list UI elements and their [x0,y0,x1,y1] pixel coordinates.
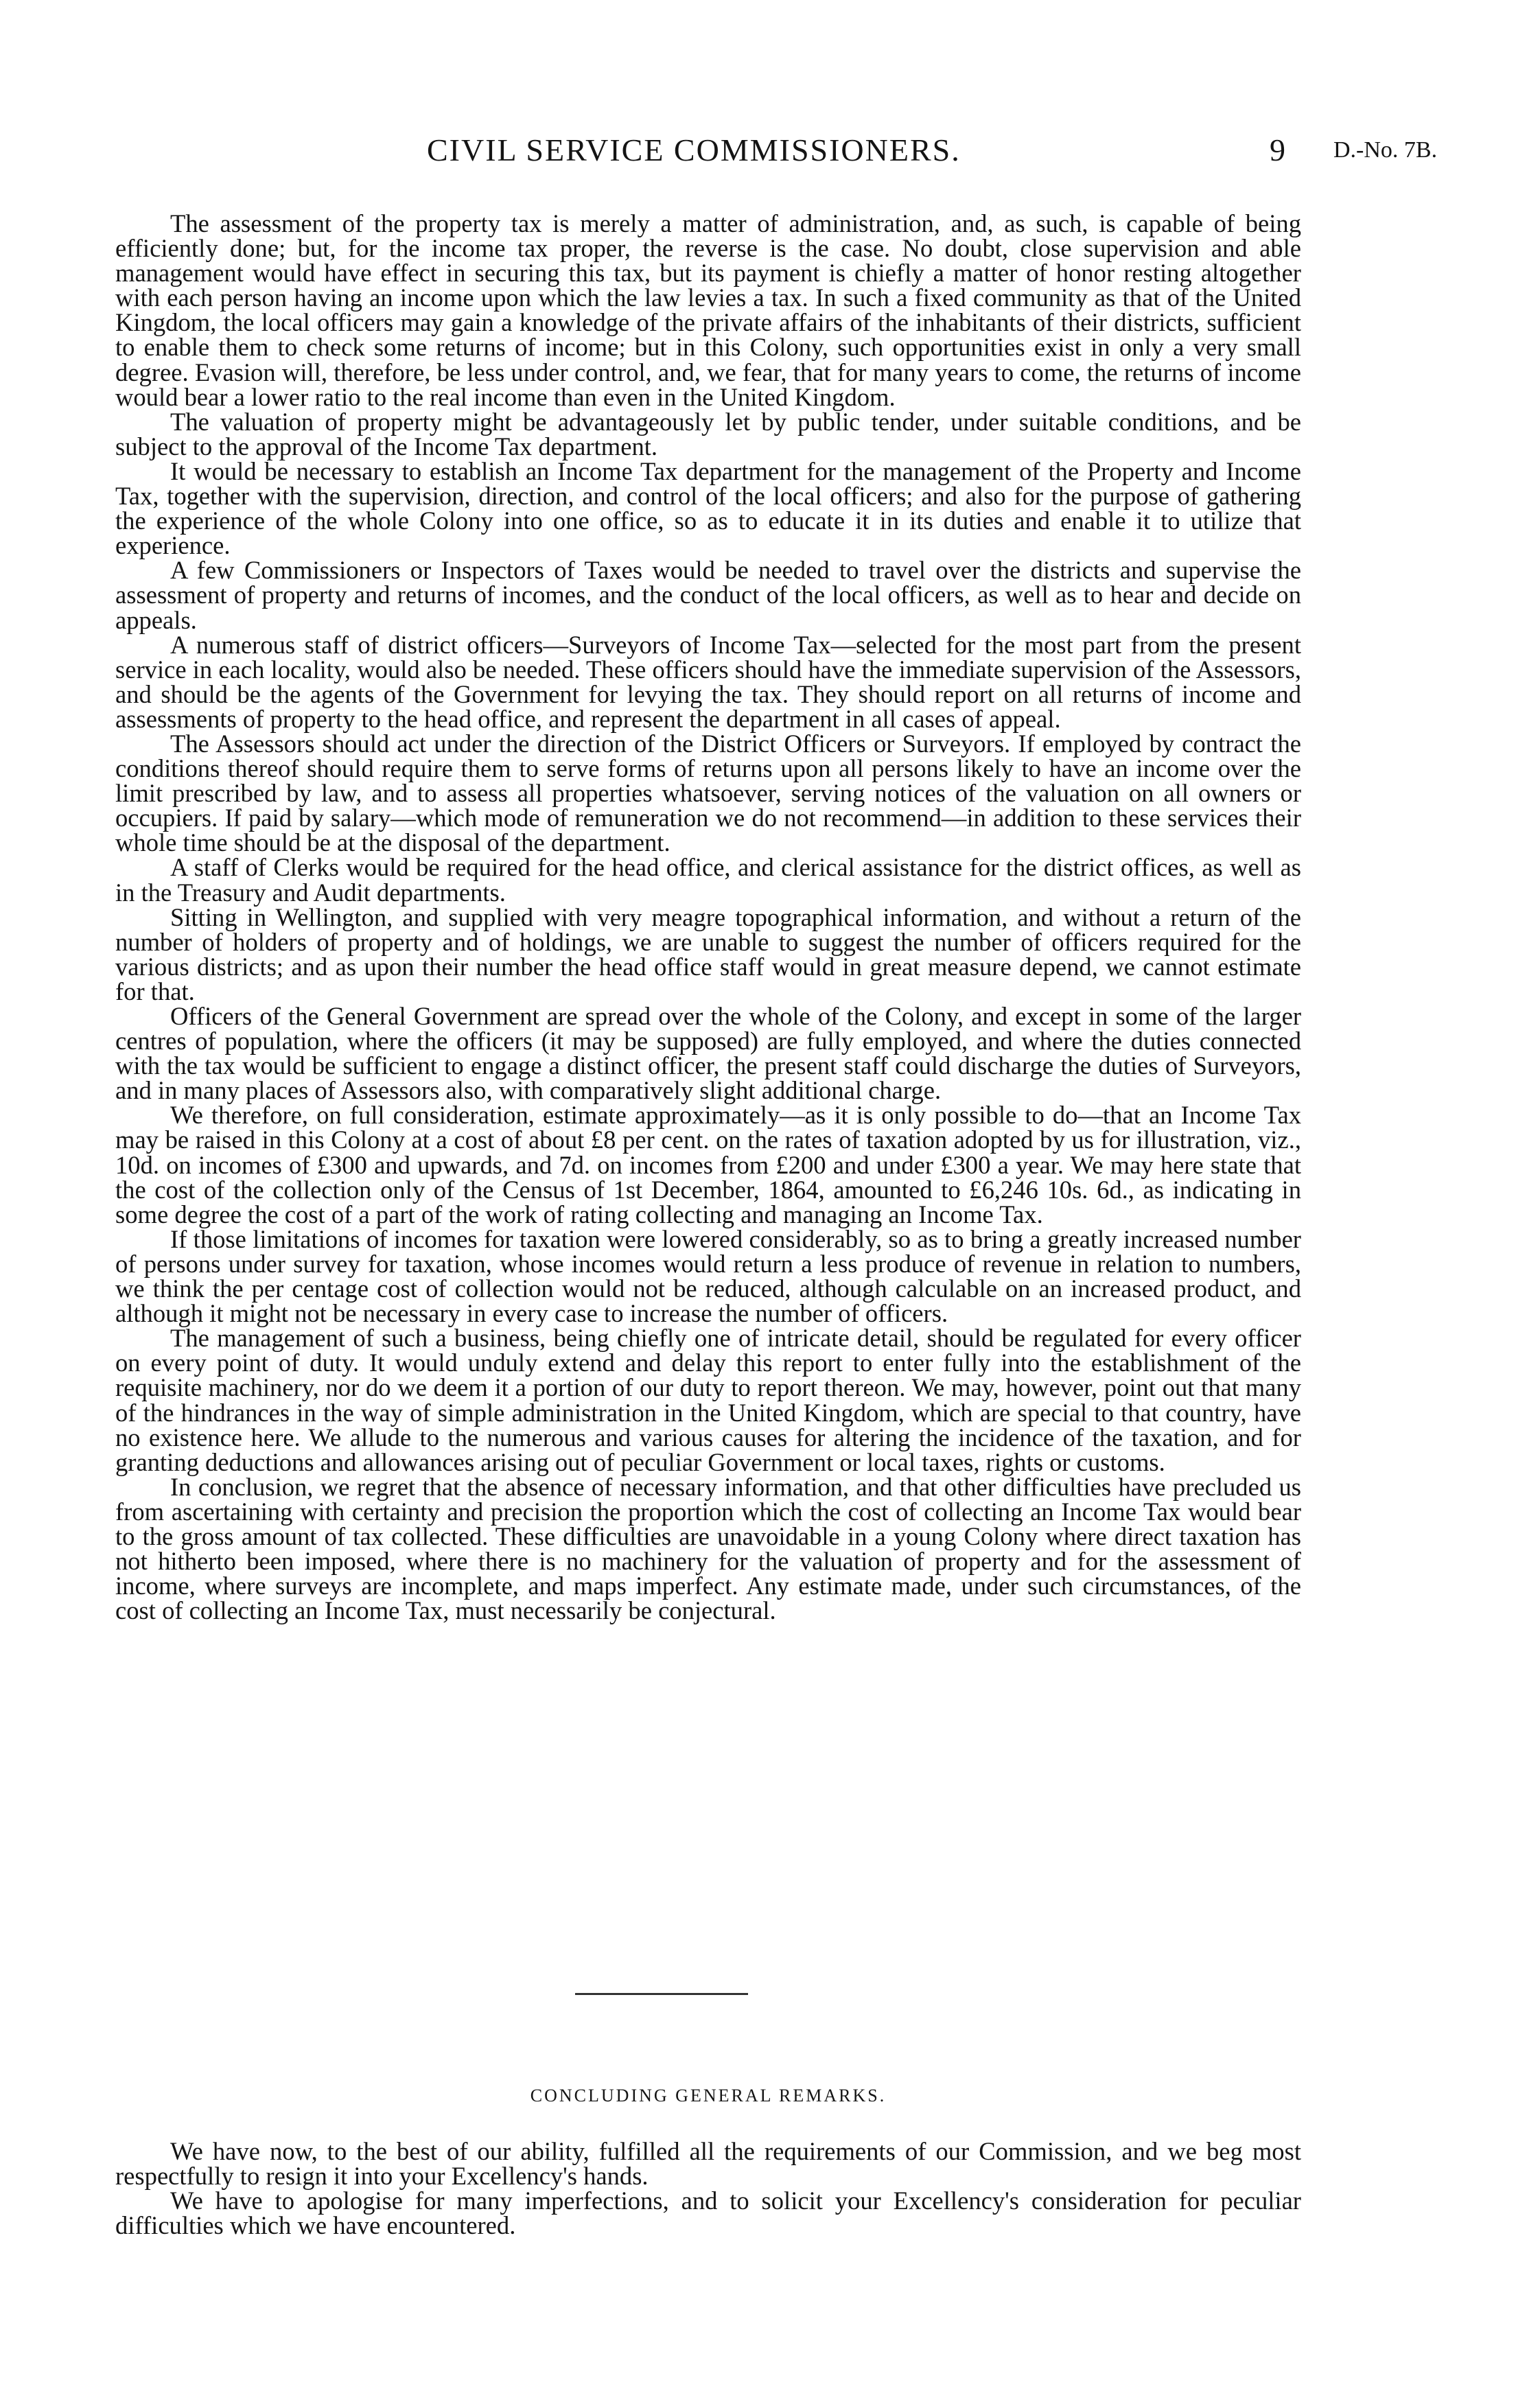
paragraph: If those limitations of incomes for taxation were lowered considerably, so as to bring a greatly increased number of persons under survey for taxation, whose incomes would return a less produce of revenue in relation to numbers, we think the per centage cost of collection would not be reduced, although calculable on an increased product, and although it might not be necessary in every case to increase the number of officers. [115,1224,1301,1328]
paragraph: The Assessors should act under the direction of the District Officers or Surveyors. If employed by contract the conditions thereof should require them to serve forms of returns upon all persons likely to have an income over the limit prescribed by law, and to assess all properties whatsoever, serving notices of the valuation on all owners or occupiers. If paid by salary—which mode of remuneration we do not recommend—in addition to these services their whole time should be at the disposal of the department. [115,729,1301,857]
paragraph: A staff of Clerks would be required for the head office, and clerical assistance for the district offices, as well as in the Treasury and Audit departments. [115,853,1301,907]
body-text [115,211,1301,1623]
paragraph: The assessment of the property tax is merely a matter of administration, and, as such, is capable of being efficiently done; but, for the income tax proper, the reverse is the case. No doubt, close supervision and able management would have effect in securing this tax, but its payment is chiefly a matter of honor resting altogether with each person having an income upon which the law levies a tax. In such a fixed community as that of the United Kingdom, the local officers may gain a knowledge of the private affairs of the inhabitants of their districts, sufficient to enable them to check some returns of income; but in this Colony, such opportunities exist in only a very small degree. Evasion will, therefore, be less under control, and, we fear, that for many years to come, the returns of income would bear a lower ratio to the real income than even in the United Kingdom. [115,209,1301,411]
paragraph: The valuation of property might be advantageously let by public tender, under suitable conditions, and be subject to the approval of the Income Tax department. [115,407,1301,460]
section-divider [575,1993,748,1995]
section-heading: CONCLUDING GENERAL REMARKS. [530,2086,887,2106]
paragraph: The management of such a business, being chiefly one of intricate detail, should be regulated for every officer on every point of duty. It would unduly extend and delay this report to enter fully into the establishment of the requisite machinery, nor do we deem it a portion of our duty to report thereon. We may, however, point out that many of the hindrances in the way of simple administration in the United Kingdom, which are special to that country, have no existence here. We allude to the numerous and various causes for altering the incidence of the taxation, and for granting deductions and allowances arising out of peculiar Government or local taxes, rights or customs. [115,1324,1301,1476]
page-header [0,132,1540,180]
paragraph: Officers of the General Government are spread over the whole of the Colony, and except in some of the larger centres of population, where the officers (it may be supposed) are fully employed, and where the duties connected with the tax would be sufficient to engage a distinct officer, the present staff could discharge the duties of Surveyors, and in many places of Assessors also, with comparatively slight additional charge. [115,1002,1301,1105]
paragraph: We have to apologise for many imperfections, and to solicit your Excellency's consideration for peculiar difficulties which we have encountered. [115,2186,1301,2240]
paragraph: In conclusion, we regret that the absence of necessary information, and that other difficulties have precluded us from ascertaining with certainty and precision the proportion which the cost of collecting an Income Tax would bear to the gross amount of tax collected. These difficulties are unavoidable in a young Colony where direct taxation has not hitherto been imposed, where there is no machinery for the valuation of property and for the assessment of income, where surveys are incomplete, and maps imperfect. Any estimate made, under such circumstances, of the cost of collecting an Income Tax, must necessarily be conjectural. [115,1472,1301,1625]
paragraph: A few Commissioners or Inspectors of Taxes would be needed to travel over the districts and supervise the assessment of property and returns of incomes, and the conduct of the local officers, as well as to hear and decide on appeals. [115,556,1301,634]
closing-remarks [115,2139,1301,2238]
running-title: CIVIL SERVICE COMMISSIONERS. [427,132,961,167]
paragraph: It would be necessary to establish an Income Tax department for the management of the Property and Income Tax, together with the supervision, direction, and control of the local officers; and also for the purpose of gathering the experience of the whole Colony into one office, so as to educate it in its duties and enable it to utilize that experience. [115,456,1301,560]
paragraph: We have now, to the best of our ability, fulfilled all the requirements of our Commission, and we beg most respectfully to resign it into your Excellency's hands. [115,2137,1301,2191]
paragraph: A numerous staff of district officers—Surveyors of Income Tax—selected for the most part from the present service in each locality, would also be needed. These officers should have the immediate supervision of the Assessors, and should be the agents of the Government for levying the tax. They should report on all returns of income and assessments of property to the head office, and represent the department in all cases of appeal. [115,630,1301,733]
paragraph: Sitting in Wellington, and supplied with very meagre topographical information, and without a return of the number of holders of property and of holdings, we are unable to suggest the number of officers required for the various districts; and as upon their number the head office staff would in great measure depend, we cannot estimate for that. [115,902,1301,1005]
document-reference: D.-No. 7B. [1333,137,1438,163]
paragraph: We therefore, on full consideration, estimate approximately—as it is only possible to do—that an Income Tax may be raised in this Colony at a cost of about £8 per cent. on the rates of taxation adopted by us for illustration, viz., 10d. on incomes of £300 and upwards, and 7d. on incomes from £200 and under £300 a year. We may here state that the cost of the collection only of the Census of 1st December, 1864, amounted to £6,246 10s. 6d., as indicating in some degree the cost of a part of the work of rating collecting and managing an Income Tax. [115,1101,1301,1228]
page-number: 9 [1270,132,1285,167]
